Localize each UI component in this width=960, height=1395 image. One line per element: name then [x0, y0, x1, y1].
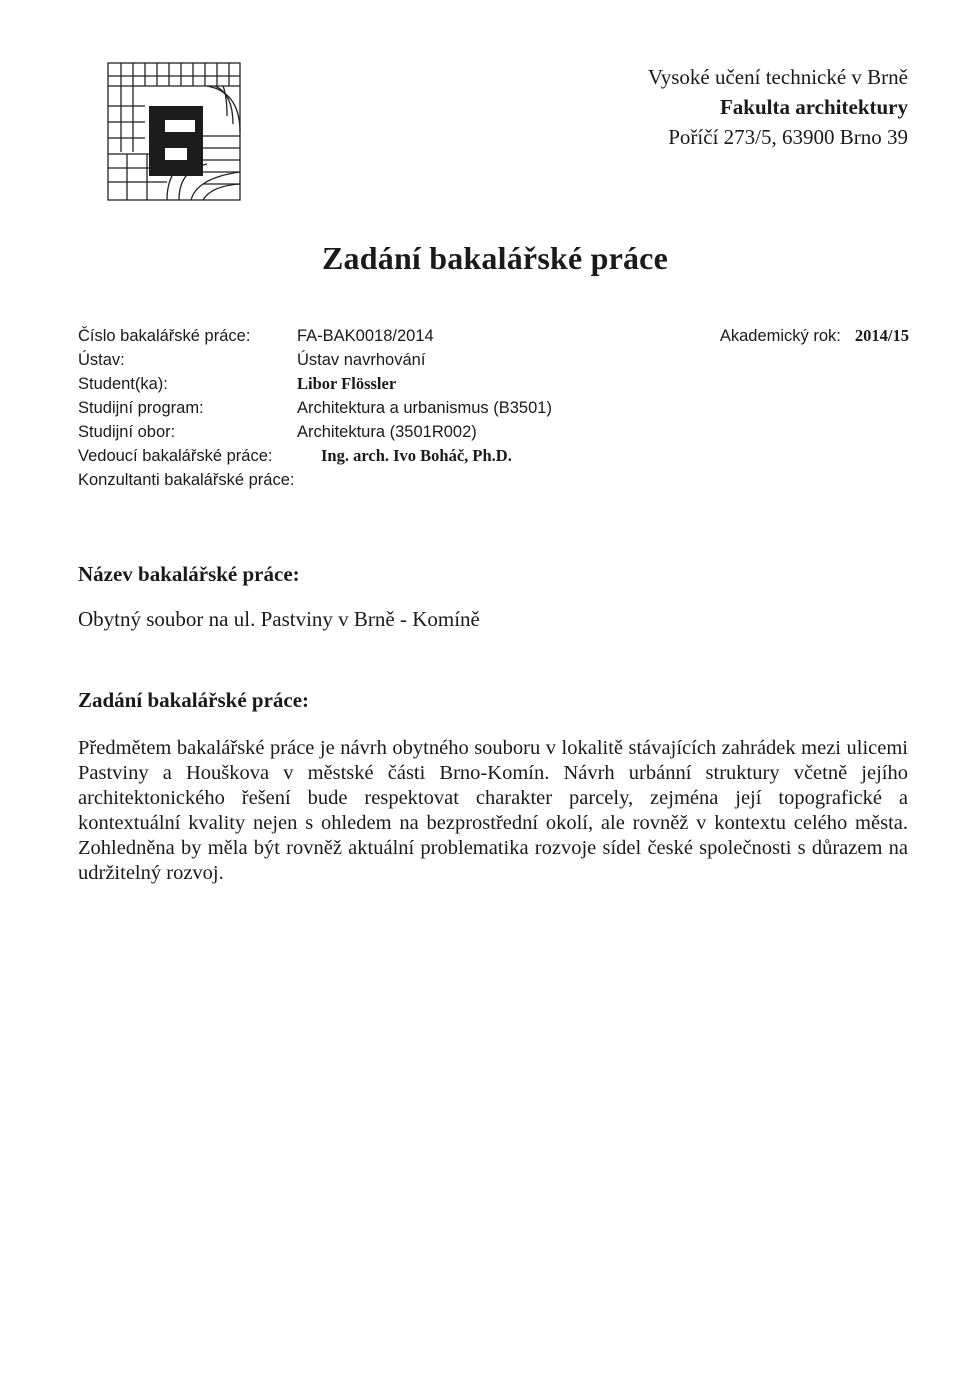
info-value: Ing. arch. Ivo Boháč, Ph.D. — [321, 446, 512, 465]
info-value: Architektura a urbanismus (B3501) — [297, 399, 552, 417]
university-name: Vysoké učení technické v Brně — [647, 65, 908, 89]
info-label: Student(ka): — [78, 375, 168, 393]
document-title: Zadání bakalářské práce — [322, 240, 668, 276]
thesis-name-heading: Název bakalářské práce: — [78, 562, 300, 586]
thesis-name-text: Obytný soubor na ul. Pastviny v Brně - Komíně — [78, 607, 480, 631]
faculty-logo — [107, 62, 241, 202]
academic-year — [720, 324, 909, 348]
academic-year-label: Akademický rok: — [719, 327, 841, 345]
info-label: Ústav: — [78, 351, 125, 369]
info-label: Vedoucí bakalářské práce: — [78, 447, 273, 465]
institution-address: Poříčí 273/5, 63900 Brno 39 — [668, 125, 908, 149]
info-label: Číslo bakalářské práce: — [78, 327, 251, 345]
faculty-name: Fakulta architektury — [719, 95, 908, 119]
info-label: Studijní program: — [78, 399, 204, 417]
assignment-text: Předmětem bakalářské práce je návrh obytného souboru v lokalitě stávajících zahrádek mezi ulicemi Pastviny a Houškova v městské části Brno-Komín. Návrh urbánní struktury včetně jejího architektonického řešení bude respektovat charakter parcely, zejména její topografické a kontextuální kvality nejen s ohledem na bezprostřední okolí, ale rovněž v kontextu celého města. Zohledněna by měla být rovněž aktuální problematika rozvoje sídel české společnosti s důrazem na udržitelný rozvoj. — [78, 737, 908, 884]
info-value: FA-BAK0018/2014 — [297, 327, 434, 345]
info-value: Ústav navrhování — [297, 351, 426, 369]
info-label: Konzultanti bakalářské práce: — [78, 471, 295, 489]
info-label: Studijní obor: — [78, 423, 176, 441]
info-value: Architektura (3501R002) — [297, 423, 477, 441]
info-value: Libor Flössler — [297, 374, 397, 393]
assignment-heading: Zadání bakalářské práce: — [78, 688, 310, 712]
institution-block — [648, 62, 908, 152]
academic-year-value: 2014/15 — [854, 326, 909, 345]
